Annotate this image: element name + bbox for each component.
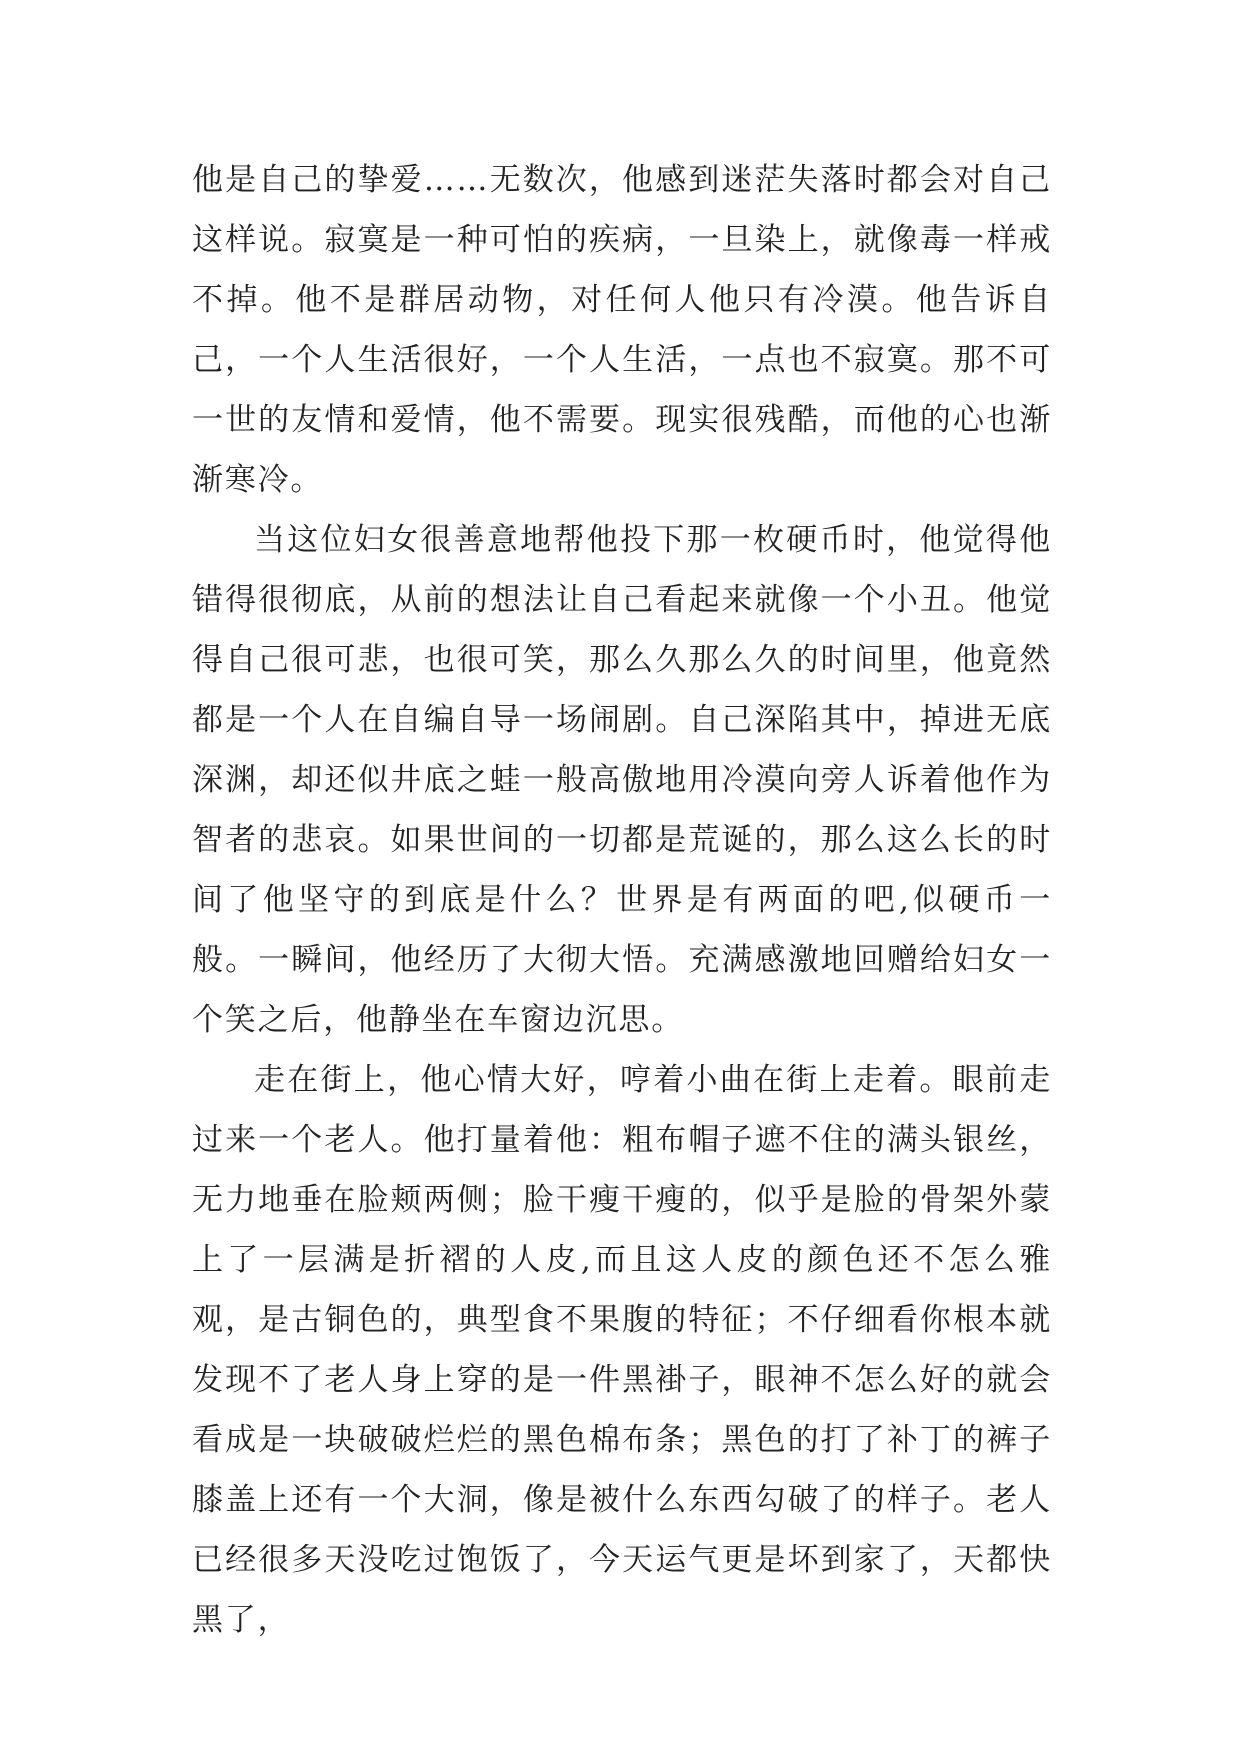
document-page — [192, 150, 1052, 1650]
paragraph-1: 他是自己的挚爱……无数次，他感到迷茫失落时都会对自己这样说。寂寞是一种可怕的疾病，一旦染上，就像毒一样戒不掉。他不是群居动物，对任何人他只有冷漠。他告诉自己，一个人生活很好，一个人生活，一点也不寂寞。那不可一世的友情和爱情，他不需要。现实很残酷，而他的心也渐渐寒冷。 — [192, 162, 1052, 498]
paragraph-2: 当这位妇女很善意地帮他投下那一枚硬币时，他觉得他错得很彻底，从前的想法让自己看起来就像一个小丑。他觉得自己很可悲，也很可笑，那么久那么久的时间里，他竟然都是一个人在自编自导一场闹剧。自己深陷其中，掉进无底深渊，却还似井底之蛙一般高傲地用冷漠向旁人诉着他作为智者的悲哀。如果世间的一切都是荒诞的，那么这么长的时间了他坚守的到底是什么？世界是有两面的吧,似硬币一般。一瞬间，他经历了大彻大悟。充满感激地回赠给妇女一个笑之后，他静坐在车窗边沉思。 — [192, 522, 1052, 1038]
paragraph-3: 走在街上，他心情大好，哼着小曲在街上走着。眼前走过来一个老人。他打量着他：粗布帽子遮不住的满头银丝，无力地垂在脸颊两侧；脸干瘦干瘦的，似乎是脸的骨架外蒙上了一层满是折褶的人皮,而且这人皮的颜色还不怎么雅观，是古铜色的，典型食不果腹的特征；不仔细看你根本就发现不了老人身上穿的是一件黑褂子，眼神不怎么好的就会看成是一块破破烂烂的黑色棉布条；黑色的打了补丁的裤子膝盖上还有一个大洞，像是被什么东西勾破了的样子。老人已经很多天没吃过饱饭了，今天运气更是坏到家了，天都快黑了， — [192, 1062, 1052, 1638]
